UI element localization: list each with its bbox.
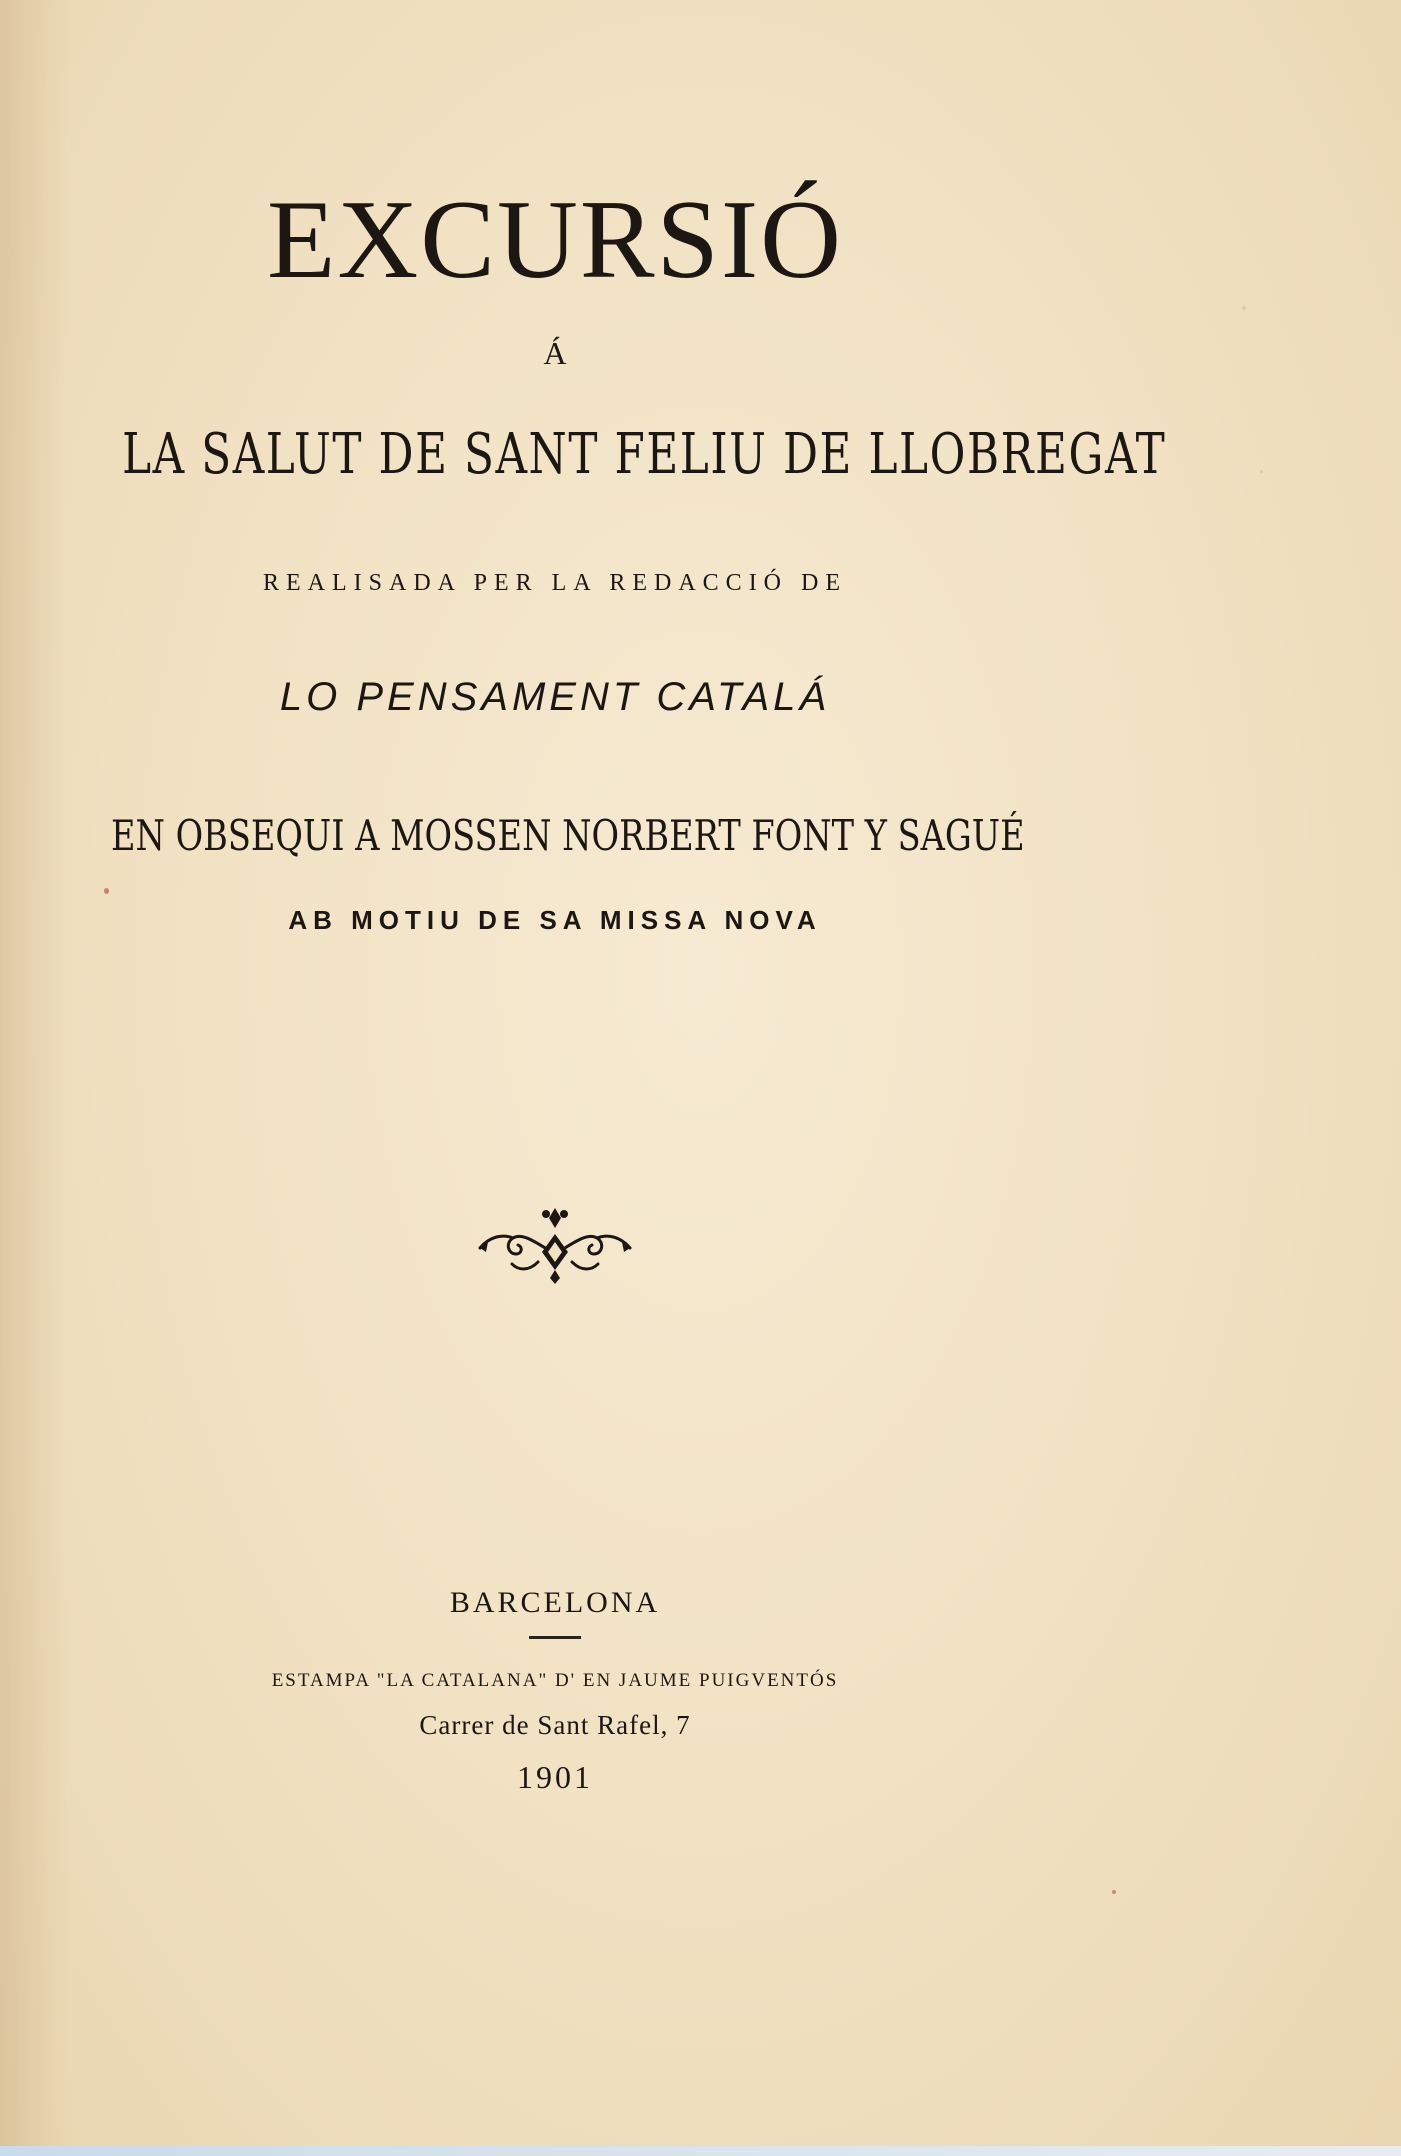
book-title: EXCURSIÓ [266,178,844,302]
imprint-year: 1901 [517,1759,593,1795]
imprint-city: BARCELONA [449,1586,661,1619]
scan-edge [0,2146,1401,2156]
occasion-line: AB MOTIU DE SA MISSA NOVA [288,905,822,935]
imprint-press: ESTAMPA "LA CATALANA" D' EN JAUME PUIGVENTÓS [271,1670,839,1691]
foxing-spot [1242,306,1246,310]
divider-rule [529,1636,581,1639]
journal-name: LO PENSAMENT CATALÁ [279,675,831,719]
foxing-spot [104,888,109,894]
foxing-spot [1112,1890,1116,1894]
dedication-line: EN OBSEQUI A MOSSEN NORBERT FONT Y SAGUÉ [111,811,1025,860]
binding-shadow [0,0,70,2156]
destination-line: LA SALUT DE SANT FELIU DE LLOBREGAT [122,422,1167,487]
title-preposition: Á [543,335,567,371]
imprint-address: Carrer de Sant Rafel, 7 [419,1710,691,1740]
realisada-line: REALISADA PER LA REDACCIÓ DE [262,570,848,596]
floral-fleuron-icon [478,1204,632,1284]
foxing-spot [1260,470,1263,473]
